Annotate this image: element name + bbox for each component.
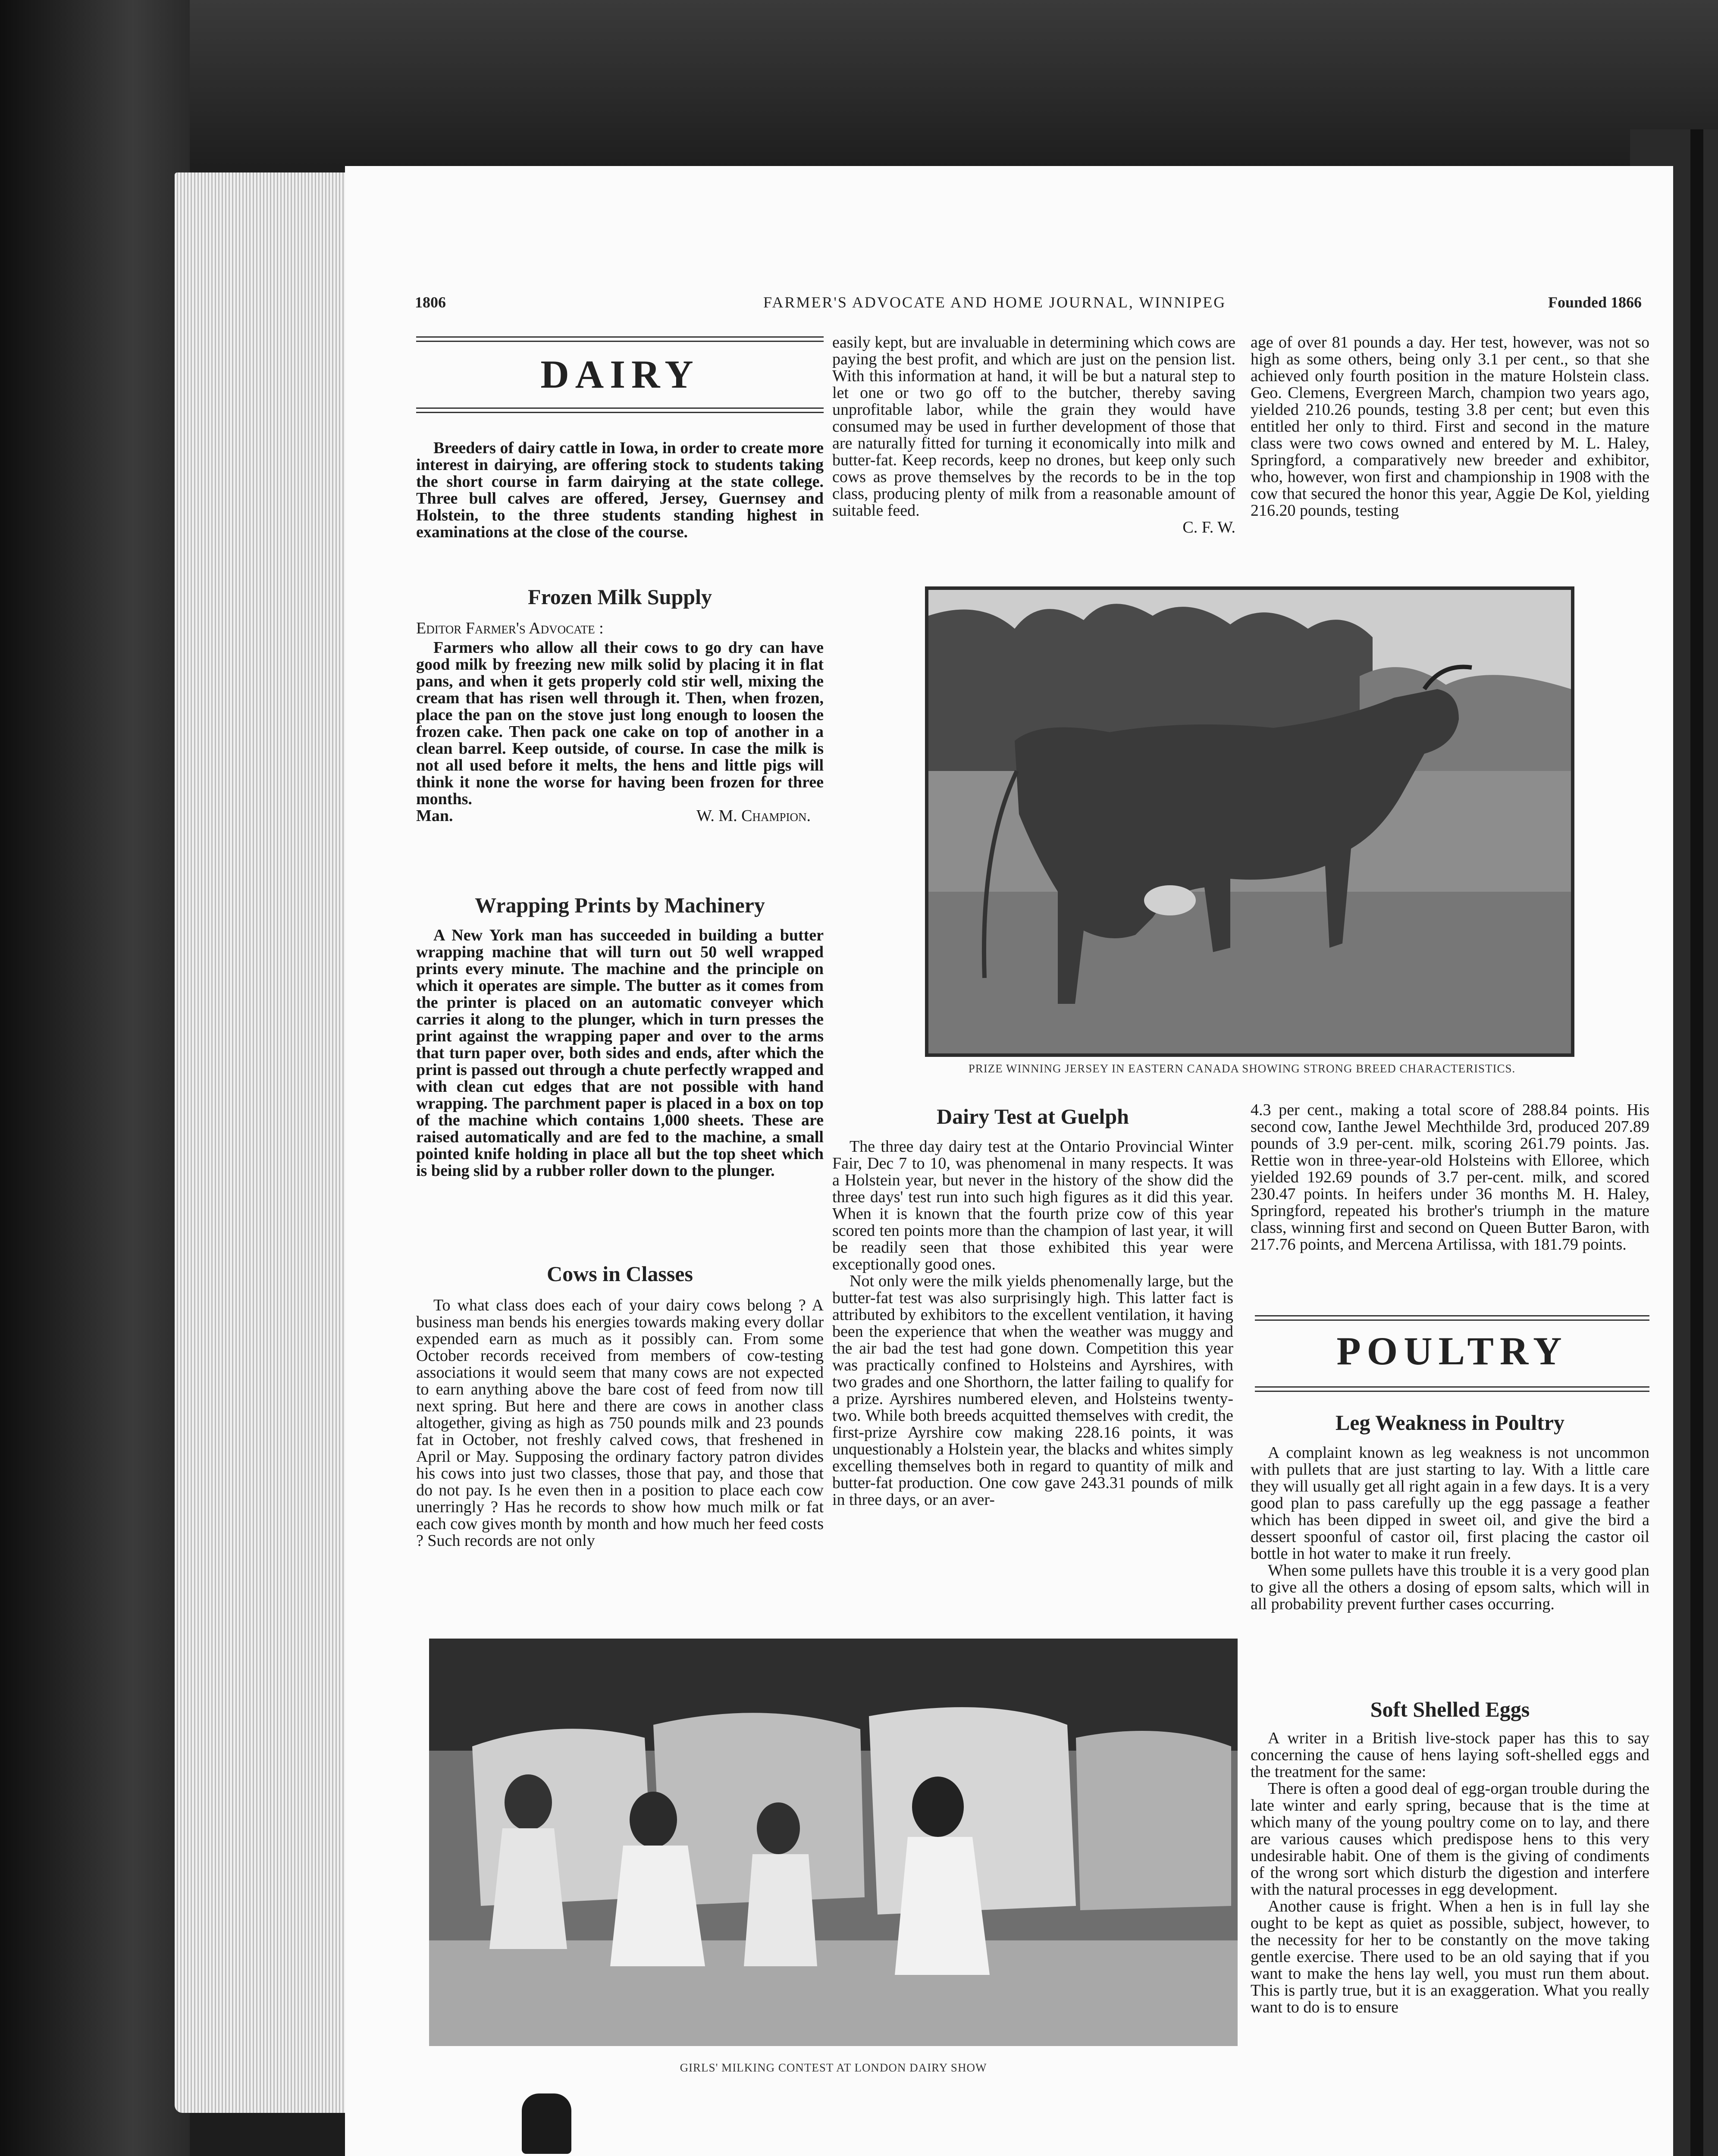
article-title: Wrapping Prints by Machinery xyxy=(475,893,765,917)
jersey-cow-illustration xyxy=(928,590,1571,1053)
book-clip xyxy=(522,2093,571,2154)
article-title: Leg Weakness in Poultry xyxy=(1335,1410,1565,1435)
rule xyxy=(1255,1386,1649,1392)
frozen-milk-body: Farmers who allow all their cows to go dry can have good milk by freezing new milk solid by placing it in flat pans, and when it gets properly cold stir well, mixing the cream that has risen well through it. Then, when frozen, place the pan on the stove just long enough to loosen the frozen cake. Then pack one cake on top of another in a clean barrel. Keep outside, of course. In case the milk is not all used before it melts, the hens and little pigs will think it none the worse for having been frozen for three months. xyxy=(416,639,824,808)
leg-weakness-p1: A complaint known as leg weakness is not uncommon with pullets that are just starting to lay. With a little care they will usually get all right again in a few days. It is a very good plan to pass carefully up the egg passage a feather which has been dipped in sweet oil, and give the bird a dessert spoonful of castor oil, first placing the castor oil bottle in hot water to make it run freely. xyxy=(1251,1444,1649,1563)
column-3-continuation xyxy=(1251,334,1649,519)
cows-article xyxy=(416,1297,824,1549)
running-title: FARMER'S ADVOCATE AND HOME JOURNAL, WINNIPEG xyxy=(763,294,1226,311)
signature: C. F. W. xyxy=(1182,518,1235,536)
column-2-body: easily kept, but are invaluable in determining which cows are paying the best profit, and which are just on the pension list. With this information at hand, it will be but a natural step to let one or two go off to the butcher, thereby saving unprofitable labor, while the grain they would have consumed may be used in further development of those that are naturally fitted for turning it economically into milk and butter-fat. Keep records, keep no drones, but keep only such cows as prove themselves by the records to be in the top class, producing plenty of milk from a reasonable amount of suitable feed. xyxy=(832,333,1235,520)
author: W. M. Champion. xyxy=(696,807,811,825)
dairy-test-article xyxy=(832,1138,1233,1508)
dairy-test-p1: The three day dairy test at the Ontario Provincial Winter Fair, Dec 7 to 10, was phenomenal in many respects. It was a Holstein year, but never in the history of the show did the three days' test run into such high figures as it did this year. When it is known that the fourth prize cow of this year scored ten points more than the champion of last year, it will be readily seen that those exhibited this year were exceptionally good ones. xyxy=(832,1138,1233,1273)
photo-prize-jersey xyxy=(925,586,1574,1057)
article-title: Dairy Test at Guelph xyxy=(937,1104,1129,1128)
column-2-continuation xyxy=(832,334,1235,536)
photo-caption: GIRLS' MILKING CONTEST AT LONDON DAIRY SHOW xyxy=(680,2061,987,2074)
dairy-test-p3: 4.3 per cent., making a total score of 288.84 points. His second cow, Ianthe Jewel Mechthilde 3rd, produced 207.89 pounds of 3.9 per-cent. milk, scoring 261.79 points. Jas. Rettie won in three-year-old Holsteins with Elloree, which yielded 192.69 pounds of 3.7 per-cent. milk, and scored 230.47 points. In heifers under 36 months M. H. Haley, Springford, repeated his brother's triumph in the mature class, winning first and second on Queen Butter Baron, with 217.76 points, and Mercena Artilissa, with 181.79 points. xyxy=(1251,1101,1649,1253)
cows-body: To what class does each of your dairy cows belong ? A business man bends his energies towards making every dollar expended earn as much as it possibly can. From some October records received from members of cow-testing associations it would seem that many cows are not expected to earn anything above the bare cost of feed from now till next spring. But here and there are cows in another class altogether, giving as high as 750 pounds milk and 23 pounds fat in October, not freshly calved cows, that freshened in April or May. Supposing the ordinary factory patron divides his cows into just two classes, those that pay, and those that do not pay. Is he even then in a position to place each cow unerringly ? Has he records to show how much milk or fat each cow gives month by month and how much her feed costs ? Such records are not only xyxy=(416,1296,824,1550)
section-heading-poultry: POULTRY xyxy=(1336,1329,1568,1373)
wrapping-body: A New York man has succeeded in building a butter wrapping machine that will turn out 50 well wrapped prints every minute. The machine and the principle on which it operates are simple. The butter as it comes from the printer is placed on an automatic conveyer which carries it along to the plunger, which in turn presses the print against the wrapping paper and over to the arms that turn paper over, both sides and ends, after which the print is passed out through a chute perfectly wrapped and with clean cut edges that are not possible with hand wrapping. The parchment paper is placed in a box on top of the machine which contains 1,000 sheets. These are raised automatically and are fed to the machine, a small pointed knife holding in place all but the top sheet which is being slid by a rubber roller down to the plunger. xyxy=(416,926,824,1180)
wrapping-article xyxy=(416,927,824,1179)
dairy-intro xyxy=(416,440,824,541)
photo-background-left xyxy=(0,0,190,2156)
photo-caption: PRIZE WINNING JERSEY IN EASTERN CANADA SHOWING STRONG BREED CHARACTERISTICS. xyxy=(968,1062,1516,1075)
soft-eggs-p2: There is often a good deal of egg-organ trouble during the late winter and early spring, because that is the time at which many of the young poultry come on to lay, and there are various causes which predispose hens to this very undesirable habit. One of them is the giving of condiments of the wrong sort which disturb the digestion and interfere with the natural processes in egg development. xyxy=(1251,1780,1649,1899)
dairy-test-continuation xyxy=(1251,1102,1649,1253)
dairy-test-p2: Not only were the milk yields phenomenally large, but the butter-fat test was also surprisingly high. This latter fact is attributed by exhibitors to the excellent ventilation, it having been the experience that when the weather was muggy and the air bad the test had gone down. Competition this year was practically confined to Holsteins and Ayrshires, with two grades and one Shorthorn, the latter failing to qualify for a prize. Ayrshires numbered eleven, and Holsteins twenty-two. While both breeds acquitted themselves with credit, the first-prize Ayrshire cow making 228.16 points, it was unquestionably a Holstein year, the blacks and whites simply excelling themselves both in regard to quantity of milk and butter-fat production. One cow gave 243.31 pounds of milk in three days, or an aver- xyxy=(832,1272,1233,1509)
frozen-milk-article xyxy=(416,620,824,824)
soft-eggs-article xyxy=(1251,1730,1649,2016)
article-title: Frozen Milk Supply xyxy=(528,585,712,609)
section-heading-dairy: DAIRY xyxy=(540,352,699,396)
leg-weakness-p2: When some pullets have this trouble it is a very good plan to give all the others a dosing of epsom salts, which will in all probability prevent further cases occurring. xyxy=(1251,1561,1649,1613)
article-title: Cows in Classes xyxy=(547,1262,693,1286)
article-title: Soft Shelled Eggs xyxy=(1370,1697,1530,1721)
leg-weakness-article xyxy=(1251,1445,1649,1613)
rule xyxy=(416,407,824,413)
place: Man. xyxy=(416,807,453,825)
milking-contest-illustration xyxy=(429,1639,1238,2046)
soft-eggs-p3: Another cause is fright. When a hen is in full lay she ought to be kept as quiet as possible, subject, however, to the necessity for her to be constantly on the move taking gentle exercise. There used to be an old saying that if you want to make the hens lay well, you must run them about. This is partly true, but it is an exaggeration. What you really want to do is to ensure xyxy=(1251,1897,1649,2016)
editor-line: Editor Farmer's Advocate : xyxy=(416,619,604,637)
column-3-body: age of over 81 pounds a day. Her test, however, was not so high as some others, being only 3.1 per cent., so that she achieved only fourth position in the mature Holstein class. Geo. Clemens, Evergreen March, champion two years ago, yielded 210.26 pounds, testing 3.8 per cent; but even this entitled her only to third. First and second in the mature class were two cows owned and entered by M. L. Haley, Springford, a comparatively new breeder and exhibitor, who, however, won first and championship in 1908 with the cow that secured the honor this year, Aggie De Kol, yielding 216.20 pounds, testing xyxy=(1251,333,1649,520)
photo-milking-contest xyxy=(429,1639,1238,2046)
book-page-edges xyxy=(175,172,347,2113)
photo-background-top xyxy=(0,0,1718,185)
rule xyxy=(1255,1315,1649,1321)
soft-eggs-p1: A writer in a British live-stock paper has this to say concerning the cause of hens laying soft-shelled eggs and the treatment for the same: xyxy=(1251,1729,1649,1781)
founded-note: Founded 1866 xyxy=(1548,294,1642,311)
page-number: 1806 xyxy=(415,294,446,311)
dairy-intro-text: Breeders of dairy cattle in Iowa, in order to create more interest in dairying, are offering stock to students taking the short course in farm dairying at the state college. Three bull calves are offered, Jersey, Guernsey and Holstein, to the three students standing highest in examinations at the close of the course. xyxy=(416,439,824,541)
rule xyxy=(416,336,824,342)
